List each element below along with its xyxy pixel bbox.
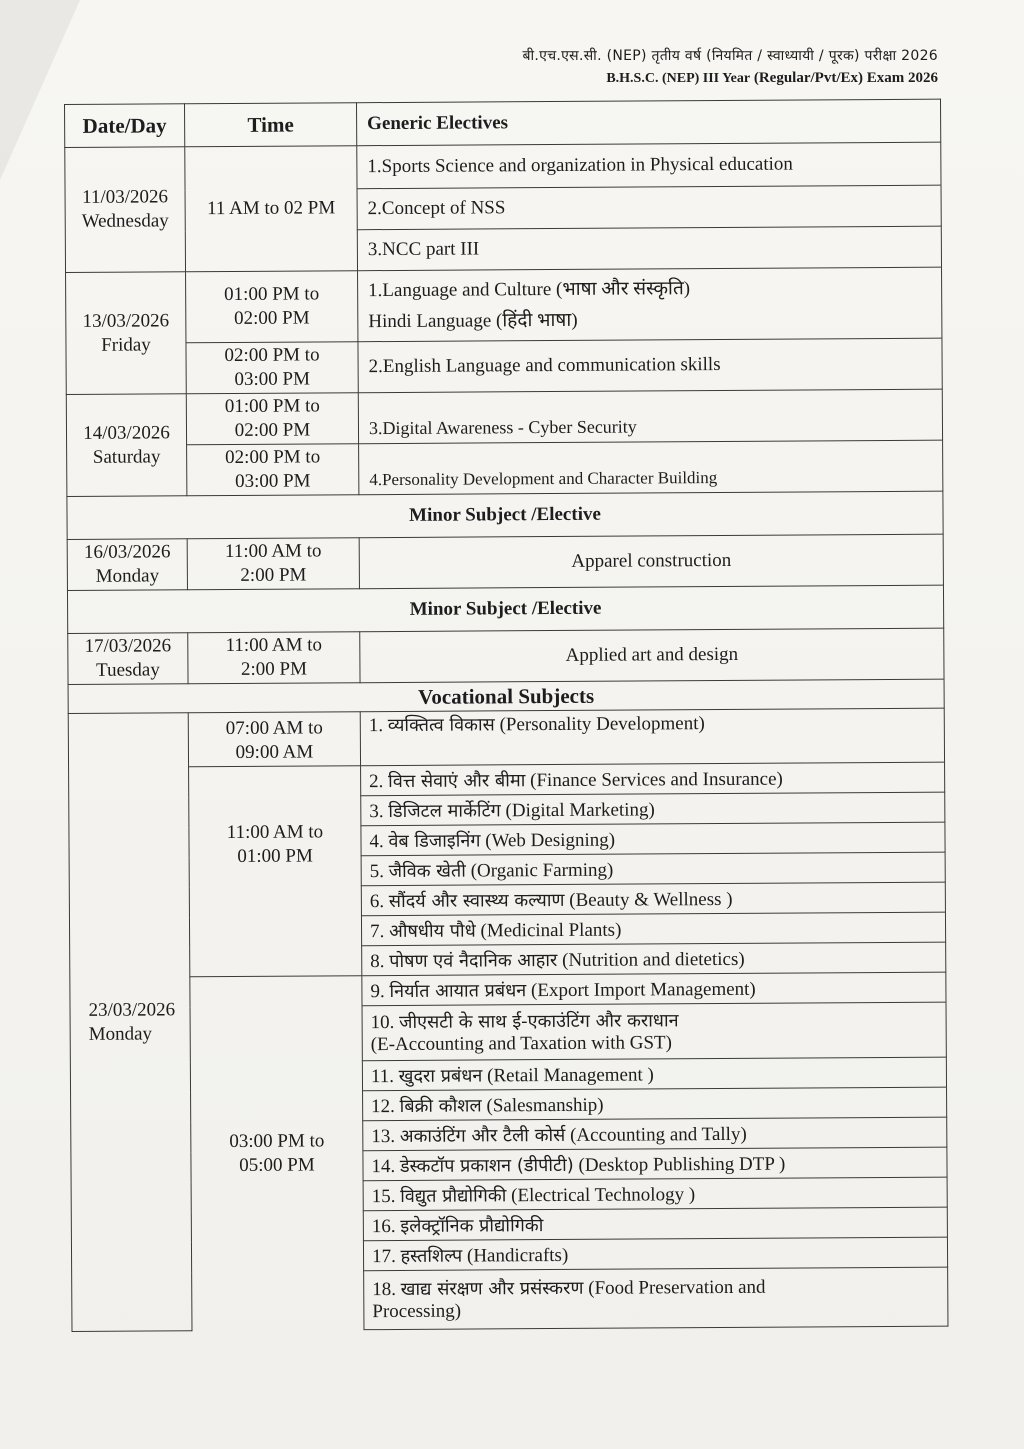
table-row [67, 534, 943, 590]
vocational-item: 10. जीएसटी के साथ ई-एकाउंटिंग और कराधान (E-Accounting and Taxation with GST) [362, 1002, 946, 1061]
vocational-item: 1. व्यक्तित्व विकास (Personality Development) [360, 708, 944, 766]
subject-cell: 1.Language and Culture (भाषा और संस्कृति) Hindi Language (हिंदी भाषा) [358, 267, 942, 342]
section-heading-minor: Minor Subject /Elective [67, 491, 943, 539]
time-cell: 03:00 PM to 05:00 PM [190, 976, 364, 1331]
table-header-row [65, 99, 941, 147]
vocational-item: 12. बिक्री कौशल (Salesmanship) [363, 1087, 947, 1121]
exam-schedule-table [64, 99, 948, 1332]
time-cell: 11 AM to 02 PM [185, 146, 358, 272]
vocational-item: 13. अकाउंटिंग और टैली कोर्स (Accounting and Tally) [363, 1117, 947, 1151]
time-cell: 11:00 AM to 2:00 PM [187, 538, 359, 590]
time-cell: 11:00 AM to 2:00 PM [188, 632, 360, 684]
time-cell: 02:00 PM to 03:00 PM [186, 342, 358, 394]
section-heading-row [67, 491, 943, 539]
date-cell: 11/03/2026 Wednesday [65, 147, 186, 273]
section-heading-minor: Minor Subject /Elective [67, 585, 943, 633]
vocational-item: 2. वित्त सेवाएं और बीमा (Finance Services and Insurance) [361, 762, 945, 796]
section-heading-row [67, 585, 943, 633]
vocational-item: 6. सौंदर्य और स्वास्थ्य कल्याण (Beauty & Wellness ) [361, 882, 945, 916]
subject-cell: Applied art and design [360, 628, 944, 683]
date-cell: 17/03/2026 Tuesday [68, 633, 188, 685]
vocational-item: 4. वेब डिजाइनिंग (Web Designing) [361, 822, 945, 856]
subject-cell: 1.Sports Science and organization in Physical education [357, 142, 941, 189]
vocational-item: 15. विद्युत प्रौद्योगिकी (Electrical Technology ) [363, 1177, 947, 1211]
date-cell: 14/03/2026 Saturday [66, 394, 187, 497]
time-cell: 01:00 PM to 02:00 PM [186, 393, 358, 445]
date-cell: 23/03/2026 Monday [68, 713, 192, 1332]
vocational-item: 3. डिजिटल मार्केटिंग (Digital Marketing) [361, 792, 945, 826]
section-heading-vocational: Vocational Subjects [68, 679, 944, 713]
subject-cell: Apparel construction [359, 534, 943, 589]
subject-cell: 3.NCC part III [357, 226, 941, 271]
subject-cell: 2.English Language and communication skills [358, 338, 942, 393]
vocational-item: 17. हस्तशिल्प (Handicrafts) [363, 1237, 947, 1271]
vocational-item: 18. खाद्य संरक्षण और प्रसंस्करण (Food Preservation and Processing) [364, 1267, 948, 1330]
col-header-time: Time [185, 103, 357, 147]
header-hindi: बी.एच.एस.सी. (NEP) तृतीय वर्ष (नियमित / स्वाध्यायी / पूरक) परीक्षा 2026 [522, 48, 938, 64]
vocational-item: 8. पोषण एवं नैदानिक आहार (Nutrition and dietetics) [362, 942, 946, 976]
time-cell: 01:00 PM to 02:00 PM [186, 271, 358, 343]
table-row [66, 389, 942, 445]
vocational-item: 11. खुदरा प्रबंधन (Retail Management ) [362, 1057, 946, 1091]
time-cell: 11:00 AM to 01:00 PM [189, 766, 362, 977]
table-row [66, 338, 942, 394]
time-cell: 07:00 AM to 09:00 AM [188, 712, 360, 767]
table-row [66, 267, 942, 343]
time-cell: 02:00 PM to 03:00 PM [187, 444, 359, 496]
subject-cell: 4.Personality Development and Character Building [359, 440, 943, 495]
date-cell: 13/03/2026 Friday [66, 272, 187, 395]
table-row [68, 708, 944, 767]
vocational-item: 5. जैविक खेती (Organic Farming) [361, 852, 945, 886]
table-row [67, 440, 943, 496]
header-english: B.H.S.C. (NEP) III Year (Regular/Pvt/Ex) Exam 2026 [606, 70, 938, 86]
table-row [65, 142, 941, 190]
vocational-item: 14. डेस्कटॉप प्रकाशन (डीपीटी) (Desktop Publishing DTP ) [363, 1147, 947, 1181]
subject-cell: 3.Digital Awareness - Cyber Security [358, 389, 942, 444]
table-row [68, 628, 944, 684]
date-cell: 16/03/2026 Monday [67, 539, 187, 591]
vocational-item: 9. निर्यात आयात प्रबंधन (Export Import Management) [362, 972, 946, 1006]
col-header-subject: Generic Electives [356, 99, 940, 146]
vocational-item: 7. औषधीय पौधे (Medicinal Plants) [361, 912, 945, 946]
col-header-date: Date/Day [65, 104, 185, 148]
vocational-item: 16. इलेक्ट्रॉनिक प्रौद्योगिकी [363, 1207, 947, 1241]
subject-cell: 2.Concept of NSS [357, 185, 941, 230]
